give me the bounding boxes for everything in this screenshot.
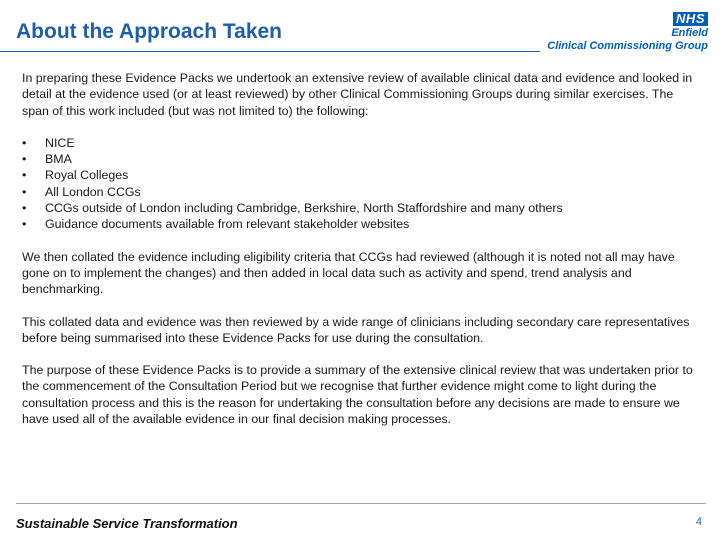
purpose-paragraph: The purpose of these Evidence Packs is to provide a summary of the extensive clinical review that was undertaken prior to the commencement of the Consultation Period but we recognise that further evidence might come to light during the consultation process and this is the reason for undertaking the consultation before any decisions are made to ensure we have used all of the available evidence in our final decision making processes. [22,363,693,427]
nhs-logo-mark: NHS [673,12,708,26]
intro-paragraph: In preparing these Evidence Packs we undertook an extensive review of available clinical data and evidence and looked in detail at the evidence used (or at least reviewed) by other Clinical Commissioning Groups during similar exercises. The span of this work included (but was not limited to) the following: [22,71,693,118]
logo-org-line1: Enfield [671,27,708,39]
sources-list [22,135,702,233]
nhs-enfield-ccg-logo [547,11,710,54]
list-item: • All London CCGs [22,184,702,200]
list-item: • BMA [22,151,702,167]
logo-org-line2: Clinical Commissioning Group [547,40,708,52]
list-item: • NICE [22,135,702,151]
list-item: • Guidance documents available from relevant stakeholder websites [22,216,702,232]
footer-divider [16,503,706,504]
collation-paragraph: We then collated the evidence including eligibility criteria that CCGs had reviewed (although it is noted not all may have gone on to implement the changes) and then added in local data such as activity and spend, trend analysis and benchmarking. [22,249,675,297]
title-divider [0,51,540,52]
page-title: About the Approach Taken [16,20,283,43]
list-item: • CCGs outside of London including Cambridge, Berkshire, North Staffordshire and many others [22,200,702,216]
footer-title: Sustainable Service Transformation [16,516,238,531]
page-number: 4 [695,516,702,528]
slide-body [22,70,702,443]
review-paragraph: This collated data and evidence was then reviewed by a wide range of clinicians including secondary care representatives before being summarised into these Evidence Packs for use during the consultation. [22,314,690,345]
list-item: • Royal Colleges [22,167,702,183]
